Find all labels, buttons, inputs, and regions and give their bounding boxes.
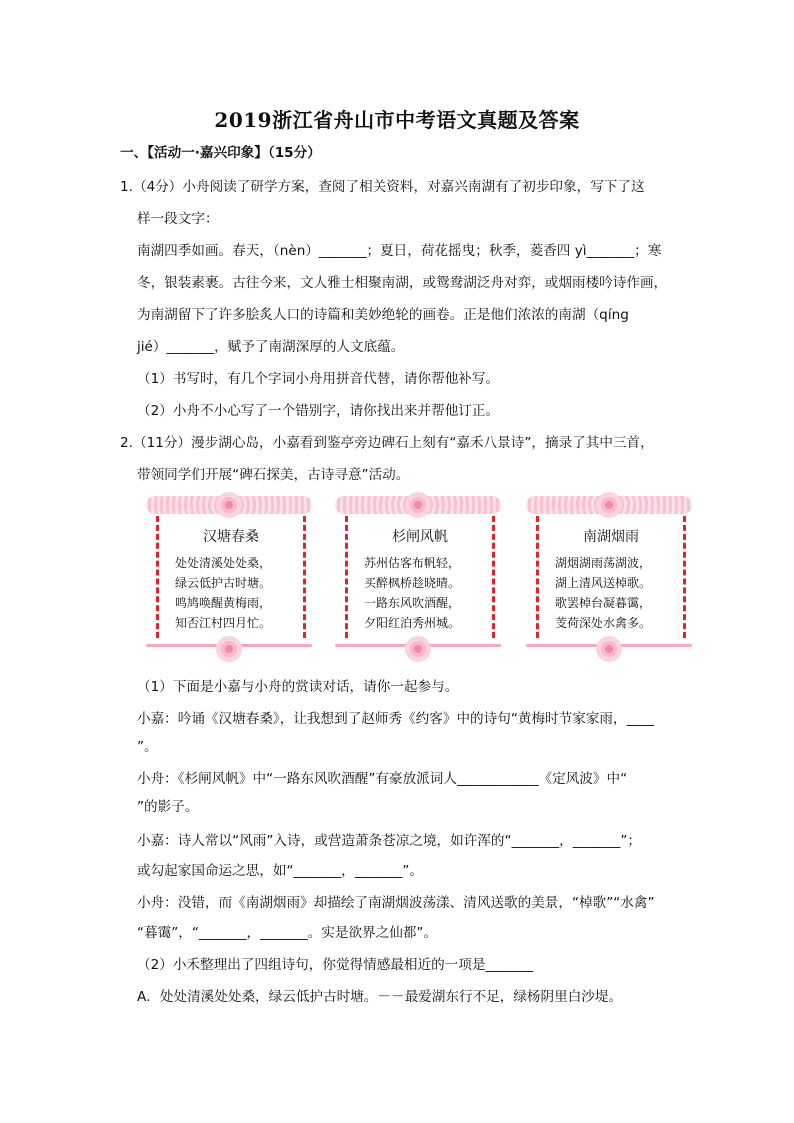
poem-line: 芰荷深处水禽多。	[555, 616, 652, 630]
rose-icon	[405, 636, 431, 662]
question-1-sub-1: （1）书写时，有几个字词小舟用拼音代替，请你帮他补写。	[137, 371, 500, 387]
dialogue-line: 小舟：《杉闸风帆》中“一路东风吹酒醒”有豪放派词人____________《定风波》中“	[137, 771, 628, 787]
poem-card-2	[335, 496, 501, 656]
dialogue-line: ”。	[137, 739, 158, 755]
poem-line: 鸣鸠唤醒黄梅雨，	[175, 596, 272, 610]
question-2-line: 2.（11分）漫步湖心岛，小嘉看到鉴亭旁边碑石上刻有“嘉禾八景诗”，摘录了其中三首，	[120, 435, 654, 451]
rose-icon	[216, 492, 242, 518]
dialogue-line: 或勾起家国命运之思，如“_______，_______”。	[137, 863, 423, 879]
poem-line: 夕阳红泊秀州城。	[364, 616, 461, 630]
section-heading: 一、【活动一·嘉兴印象】（15分）	[120, 145, 321, 161]
poem-line: 湖上清风送棹歌。	[555, 576, 652, 590]
question-1-line: 样一段文字：	[137, 211, 219, 227]
question-1-line: jié）_______，赋予了南湖深厚的人文底蕴。	[137, 339, 405, 355]
page-title: 2019浙江省舟山市中考语文真题及答案	[214, 108, 580, 132]
poem-card-3	[526, 496, 692, 656]
poem-title: 南湖烟雨	[583, 529, 639, 545]
dialogue-line: “暮霭”，“_______，_______。实是欲界之仙都”。	[137, 925, 438, 941]
poem-frame	[156, 516, 306, 638]
rose-icon	[216, 636, 242, 662]
dialogue-line: ”的影子。	[137, 799, 199, 815]
question-1-line: 为南湖留下了许多脍炙人口的诗篇和美妙绝轮的画卷。正是他们浓浓的南湖（qíng	[137, 307, 629, 323]
poem-title: 汉塘春桑	[203, 529, 259, 545]
poem-line: 苏州估客布帆轻，	[364, 556, 461, 570]
poem-line: 一路东风吹酒醒，	[364, 596, 461, 610]
poem-line: 知否江村四月忙。	[175, 616, 272, 630]
question-1-line: 冬，银装素裹。古往今来，文人雅士相聚南湖，或鸳鸯湖泛舟对弈，或烟雨楼吟诗作画，	[137, 275, 668, 291]
rose-icon	[596, 492, 622, 518]
dialogue-line: 小嘉：吟诵《汉塘春桑》，让我想到了赵师秀《约客》中的诗句“黄梅时节家家雨，____	[137, 711, 654, 727]
poem-title: 杉闸风帆	[392, 529, 448, 545]
option-a: A．处处清溪处处桑，绿云低护古时塘。－－最爱湖东行不足，绿杨阴里白沙堤。	[137, 989, 623, 1005]
poem-frame	[536, 516, 686, 638]
question-1-line: 南湖四季如画。春天，（nèn）_______；夏日，荷花摇曳；秋季，菱香四 yì_______；寒	[137, 243, 662, 259]
poem-frame	[345, 516, 495, 638]
poem-line: 绿云低护古时塘。	[175, 576, 272, 590]
poem-line: 处处清溪处处桑，	[175, 556, 272, 570]
rose-icon	[596, 636, 622, 662]
question-1-line: 1.（4分）小舟阅读了研学方案，查阅了相关资料，对嘉兴南湖有了初步印象，写下了这	[120, 179, 645, 195]
poem-line: 买醉枫桥趁晓晴。	[364, 576, 461, 590]
poem-line: 湖烟湖雨荡湖波，	[555, 556, 652, 570]
poem-line: 歌罢棹台凝暮霭，	[555, 596, 652, 610]
question-2-sub-1: （1）下面是小嘉与小舟的赏读对话，请你一起参与。	[137, 679, 459, 695]
question-2-line: 带领同学们开展“碑石探美，古诗寻意”活动。	[137, 467, 410, 483]
dialogue-line: 小舟：没错，而《南湖烟雨》却描绘了南湖烟波荡漾、清风送歌的美景，“棹歌”“水禽”	[137, 895, 655, 911]
poem-card-1	[146, 496, 312, 656]
dialogue-line: 小嘉：诗人常以“风雨”入诗，或营造萧条苍凉之境，如许浑的“_______，_______”；	[137, 833, 641, 849]
question-2-sub-2: （2）小禾整理出了四组诗句，你觉得情感最相近的一项是_______	[137, 957, 534, 973]
question-1-sub-2: （2）小舟不小心写了一个错别字，请你找出来并帮他订正。	[137, 403, 500, 419]
rose-icon	[405, 492, 431, 518]
